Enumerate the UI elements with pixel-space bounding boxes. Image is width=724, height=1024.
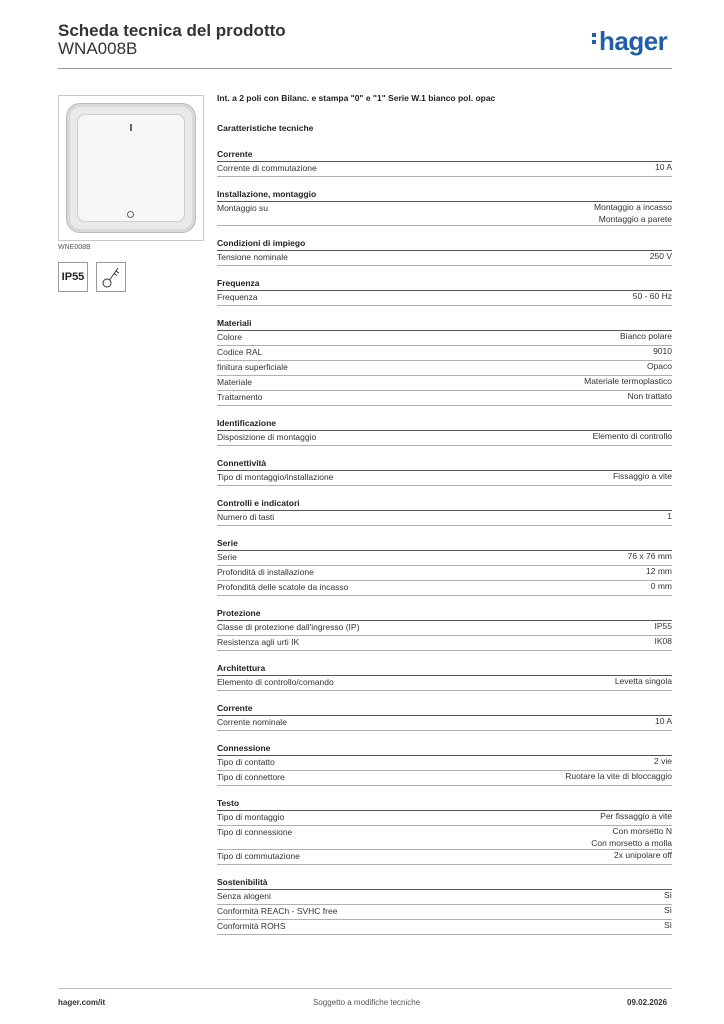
spec-label: Materiale (217, 377, 252, 387)
spec-value-line: Levetta singola (614, 676, 672, 686)
spec-value-line: Sì (663, 905, 672, 915)
section-title: Corrente (217, 148, 672, 162)
spec-section (217, 662, 672, 691)
spec-value (620, 331, 672, 345)
spec-value (651, 581, 672, 595)
spec-value (628, 551, 672, 565)
footer-divider (58, 988, 672, 989)
spec-row (217, 920, 672, 935)
spec-label: Serie (217, 552, 237, 562)
spec-value-line: 1 (667, 511, 672, 521)
spec-value-line: Montaggio a parete (598, 213, 672, 224)
spec-value-line: Materiale termoplastico (584, 376, 672, 386)
product-image (58, 95, 204, 241)
spec-value (633, 291, 672, 305)
switch-frame (66, 103, 196, 233)
spec-value-line: 0 mm (650, 581, 672, 591)
header-divider (58, 68, 672, 69)
spec-label: Numero di tasti (217, 512, 275, 522)
spec-value-line: Ruotare la vite di bloccaggio (565, 771, 672, 781)
section-title: Connettività (217, 457, 672, 471)
spec-section (217, 188, 672, 226)
spec-value-line: 10 A (654, 162, 672, 172)
spec-row (217, 251, 672, 266)
spec-row (217, 566, 672, 581)
hager-logo (592, 26, 667, 57)
section-title: Installazione, montaggio (217, 188, 672, 202)
section-title: Controlli e indicatori (217, 497, 672, 511)
spec-label: Profondità delle scatole da incasso (217, 582, 349, 592)
spec-value (613, 471, 672, 485)
spec-value-line: Sì (663, 920, 672, 930)
spec-section (217, 497, 672, 526)
section-title: Architettura (217, 662, 672, 676)
spec-value (646, 566, 672, 580)
spec-value (654, 756, 672, 770)
spec-value-line: Con morsetto N (612, 826, 672, 836)
spec-label: Elemento di controllo/comando (217, 677, 334, 687)
ip55-icon: IP55 (58, 262, 88, 292)
spec-value-line: Fissaggio a vite (612, 471, 672, 481)
section-title: Serie (217, 537, 672, 551)
spec-value (655, 621, 673, 635)
spec-row (217, 291, 672, 306)
spec-value-line: 2x unipolare off (614, 850, 672, 860)
spec-value-line: 12 mm (646, 566, 672, 576)
spec-value (615, 676, 672, 690)
spec-row (217, 511, 672, 526)
spec-section (217, 607, 672, 651)
spec-row (217, 471, 672, 486)
image-caption: WNE008B (58, 244, 91, 251)
section-title: Frequenza (217, 277, 672, 291)
spec-value (650, 251, 672, 265)
spec-row (217, 331, 672, 346)
spec-label: Codice RAL (217, 347, 263, 357)
section-title: Protezione (217, 607, 672, 621)
footer-notice: Soggetto a modifiche tecniche (313, 998, 421, 1007)
spec-section (217, 702, 672, 731)
spec-value-line: Opaco (646, 361, 672, 371)
spec-section (217, 457, 672, 486)
spec-value (565, 771, 672, 785)
spec-value (653, 346, 672, 360)
spec-label: Tipo di commutazione (217, 851, 300, 861)
section-title: Materiali (217, 317, 672, 331)
spec-value-line: 250 V (649, 251, 672, 261)
spec-row (217, 346, 672, 361)
spec-label: Montaggio su (217, 203, 269, 213)
spec-value (655, 716, 672, 730)
logo-dots-icon (592, 30, 597, 47)
product-description: Int. a 2 poli con Bilanc. e stampa "0" e "1" Serie W.1 bianco pol. opac (217, 93, 496, 103)
spec-value (628, 391, 672, 405)
spec-value-line: 10 A (654, 716, 672, 726)
spec-label: Tipo di connettore (217, 772, 285, 782)
section-title: Corrente (217, 702, 672, 716)
spec-value (591, 826, 672, 849)
spec-value (594, 202, 672, 225)
spec-value-line: Non trattato (627, 391, 672, 401)
logo-text: hager (599, 26, 668, 56)
spec-section (217, 537, 672, 596)
spec-label: Colore (217, 332, 243, 342)
spec-label: Disposizione di montaggio (217, 432, 317, 442)
spec-value (655, 636, 673, 650)
spec-value-line: 9010 (653, 346, 672, 356)
spec-row (217, 716, 672, 731)
spec-row (217, 890, 672, 905)
spec-row (217, 850, 672, 865)
section-title: Testo (217, 797, 672, 811)
spec-row (217, 676, 672, 691)
footer-website: hager.com/it (58, 998, 106, 1007)
spec-row (217, 826, 672, 850)
spec-value (584, 376, 672, 390)
spec-value-line: 50 - 60 Hz (632, 291, 672, 301)
spec-label: finitura superficiale (217, 362, 288, 372)
spec-row (217, 431, 672, 446)
spec-row (217, 581, 672, 596)
spec-value (655, 162, 672, 176)
spec-label: Corrente di commutazione (217, 163, 317, 173)
footer-date: 09.02.2026 (627, 998, 668, 1007)
switch-mark-off (127, 211, 134, 218)
switch-mark-on (130, 124, 132, 131)
spec-row (217, 391, 672, 406)
switch-rocker (77, 114, 185, 222)
spec-section (217, 797, 672, 865)
spec-label: Classe di protezione dall'ingresso (IP) (217, 622, 360, 632)
product-code: WNA008B (58, 39, 138, 58)
spec-section (217, 317, 672, 406)
spec-label: Profondità di installazione (217, 567, 314, 577)
spec-row (217, 202, 672, 226)
spec-row (217, 361, 672, 376)
spec-label: Senza alogeni (217, 891, 271, 901)
spec-row (217, 551, 672, 566)
spec-label: Tipo di contatto (217, 757, 275, 767)
spec-row (217, 636, 672, 651)
spec-row (217, 162, 672, 177)
spec-sections (217, 148, 672, 935)
spec-label: Trattamento (217, 392, 263, 402)
tech-specs-title: Caratteristiche tecniche (217, 123, 314, 133)
spec-section (217, 148, 672, 177)
page-title: Scheda tecnica del prodotto (58, 21, 286, 40)
spec-value (593, 431, 672, 445)
spec-label: Tipo di connessione (217, 827, 293, 837)
spec-section (217, 742, 672, 786)
spec-value (667, 511, 672, 525)
key-icon (96, 262, 126, 292)
spec-content (217, 93, 672, 946)
spec-value-line: IP55 (654, 621, 672, 631)
spec-label: Frequenza (217, 292, 258, 302)
spec-value-line: Sì (663, 890, 672, 900)
section-title: Condizioni di impiego (217, 237, 672, 251)
spec-value-line: Montaggio a incasso (594, 202, 672, 212)
spec-label: Tipo di montaggio (217, 812, 285, 822)
spec-value (614, 850, 672, 864)
spec-value-line: 2 vie (654, 756, 672, 766)
section-title: Connessione (217, 742, 672, 756)
spec-value-line: 76 x 76 mm (627, 551, 672, 561)
spec-value-line: Bianco polare (620, 331, 672, 341)
spec-label: Tensione nominale (217, 252, 288, 262)
spec-value (600, 811, 672, 825)
spec-label: Conformità ROHS (217, 921, 286, 931)
spec-value-line: Per fissaggio a vite (600, 811, 672, 821)
spec-section (217, 876, 672, 935)
section-title: Sostenibilità (217, 876, 672, 890)
spec-label: Resistenza agli urti IK (217, 637, 300, 647)
spec-value-line: Con morsetto a molla (591, 837, 672, 848)
spec-section (217, 237, 672, 266)
spec-row (217, 376, 672, 391)
spec-row (217, 621, 672, 636)
spec-section (217, 277, 672, 306)
spec-value-line: Elemento di controllo (592, 431, 672, 441)
spec-section (217, 417, 672, 446)
spec-value (664, 905, 672, 919)
spec-label: Tipo di montaggio/installazione (217, 472, 334, 482)
spec-row (217, 756, 672, 771)
spec-row (217, 811, 672, 826)
section-title: Identificazione (217, 417, 672, 431)
spec-value (664, 920, 672, 934)
spec-value (664, 890, 672, 904)
spec-row (217, 771, 672, 786)
spec-label: Conformità REACh - SVHC free (217, 906, 338, 916)
spec-value (647, 361, 672, 375)
spec-row (217, 905, 672, 920)
spec-value-line: IK08 (654, 636, 672, 646)
spec-label: Corrente nominale (217, 717, 287, 727)
